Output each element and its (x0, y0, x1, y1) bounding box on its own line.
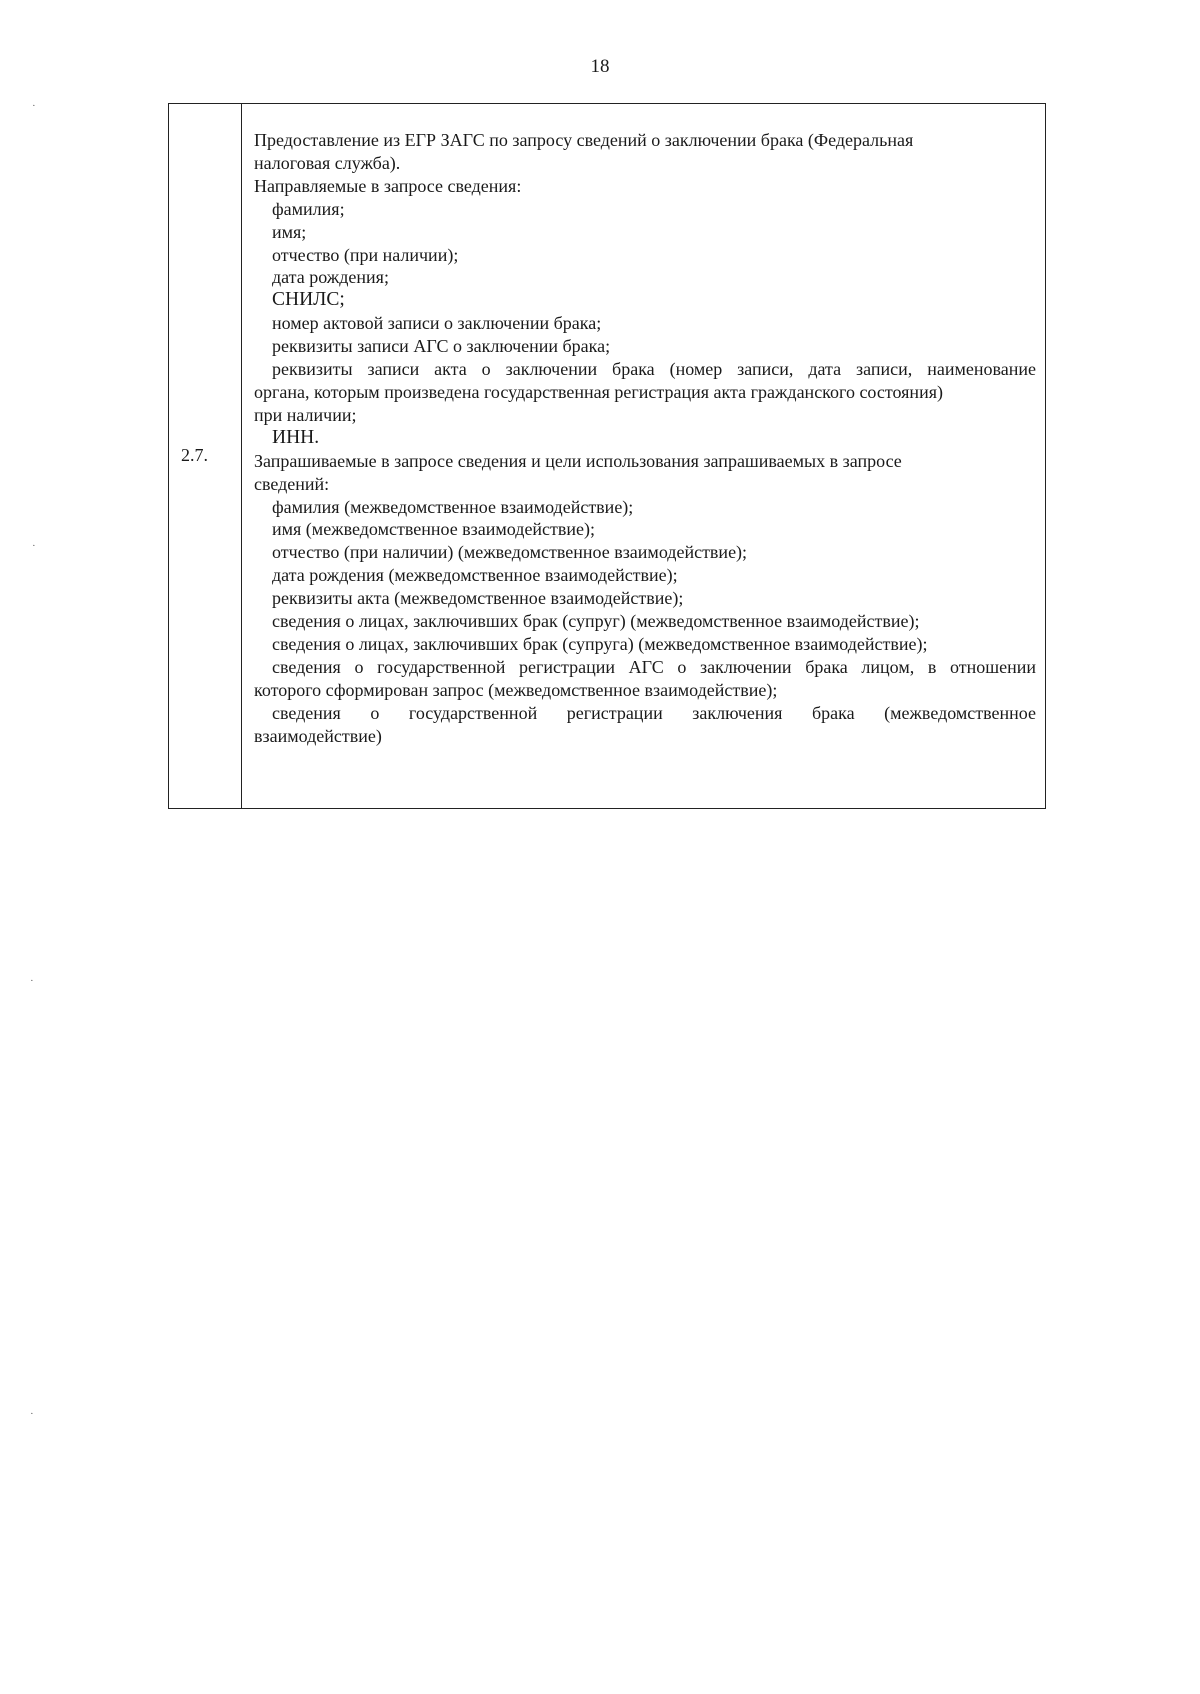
text-line: органа, которым произведена государственная регистрация акта гражданского состояния) (254, 381, 943, 402)
list-item: сведения о лицах, заключивших брак (супруг) (межведомственное взаимодействие); (272, 611, 920, 632)
text-line: сведений: (254, 473, 330, 494)
list-item: дата рождения (межведомственное взаимодействие); (272, 565, 678, 586)
column-divider (241, 104, 242, 808)
scan-mark: · (32, 540, 36, 552)
list-item: ИНН. (272, 426, 320, 448)
text-line: при наличии; (254, 404, 357, 425)
text-line: которого сформирован запрос (межведомственное взаимодействие); (254, 679, 778, 700)
list-item: сведения о государственной регистрации заключения брака (межведомственное (272, 702, 1036, 723)
list-item: номер актовой записи о заключении брака; (272, 313, 602, 334)
text-line: Предоставление из ЕГР ЗАГС по запросу сведений о заключении брака (Федеральная (254, 130, 914, 150)
scan-mark: · (30, 1408, 34, 1420)
list-item: реквизиты записи акта о заключении брака (номер записи, дата записи, наименование (272, 359, 1036, 380)
list-item: имя (межведомственное взаимодействие); (272, 519, 596, 540)
list-item: сведения о государственной регистрации АГС о заключении брака лицом, в отношении (272, 656, 1036, 677)
list-item: дата рождения; (272, 267, 389, 288)
list-item: фамилия (межведомственное взаимодействие); (272, 496, 634, 517)
text-line: Запрашиваемые в запросе сведения и цели использования запрашиваемых в запросе (254, 450, 902, 471)
list-item: реквизиты акта (межведомственное взаимодействие); (272, 588, 684, 609)
list-item: фамилия; (272, 198, 345, 219)
text-line: взаимодействие) (254, 725, 382, 746)
item-number: 2.7. (181, 445, 208, 465)
item-description (254, 129, 1036, 747)
text-line: Направляемые в запросе сведения: (254, 175, 522, 196)
text-line: налоговая служба). (254, 152, 401, 173)
list-item: сведения о лицах, заключивших брак (супруга) (межведомственное взаимодействие); (272, 633, 928, 654)
page-number: 18 (590, 56, 610, 77)
list-item: имя; (272, 221, 307, 242)
document-table (168, 103, 1046, 809)
list-item: отчество (при наличии); (272, 244, 459, 265)
list-item: отчество (при наличии) (межведомственное взаимодействие); (272, 542, 748, 563)
scan-mark: · (32, 100, 36, 112)
scan-mark: · (30, 975, 34, 987)
list-item: реквизиты записи АГС о заключении брака; (272, 336, 611, 357)
list-item: СНИЛС; (272, 289, 345, 311)
